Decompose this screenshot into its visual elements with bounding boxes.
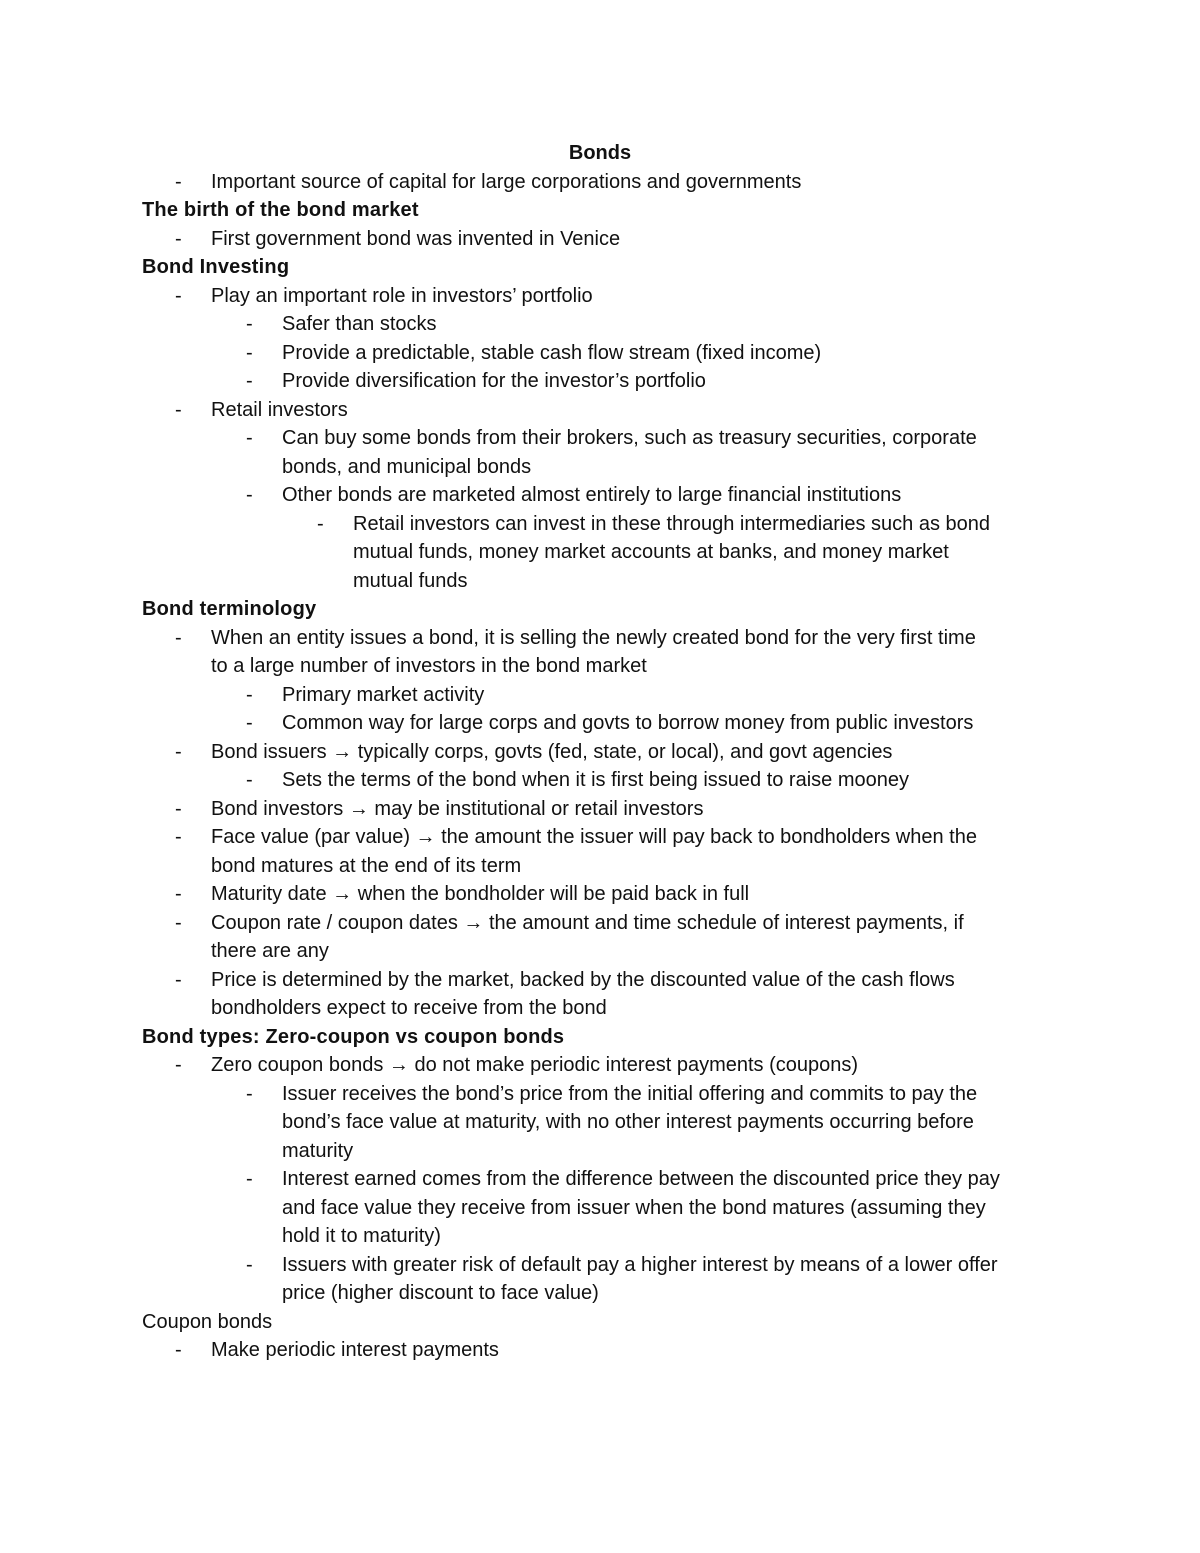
section-heading: The birth of the bond market (142, 199, 419, 221)
list-item-text (282, 481, 1062, 510)
bullet-dash: - (175, 826, 182, 848)
list-item-line: Coupon rate / coupon dates → the amount and time schedule of interest payments, if (211, 911, 964, 934)
bullet-dash: - (175, 1339, 182, 1361)
bullet-dash: - (246, 341, 253, 364)
list-item-text (282, 1165, 1062, 1251)
list-item-text (211, 168, 1051, 197)
bullet-dash: - (175, 626, 182, 649)
bullet-dash: - (175, 968, 182, 991)
list-item-text (211, 624, 1051, 681)
list-item-line: Bond investors → may be institutional or retail investors (211, 797, 704, 820)
bullet-dash: - (317, 512, 324, 535)
list-item-line: Play an important role in investors’ portfolio (211, 284, 593, 307)
bullet-dash: - (175, 284, 182, 307)
section-heading: Bond Investing (142, 256, 290, 278)
list-item-text (211, 1336, 1051, 1365)
list-item-line: Maturity date → when the bondholder will be paid back in full (211, 883, 750, 905)
bullet-dash: - (246, 683, 253, 706)
bullet-dash: - (246, 1253, 253, 1276)
list-item-line: Make periodic interest payments (211, 1339, 499, 1361)
list-item-line: to a large number of investors in the bond market (211, 655, 647, 677)
list-item-line: Retail investors can invest in these through intermediaries such as bond (353, 512, 991, 535)
plain-paragraph: Coupon bonds (142, 1310, 273, 1333)
list-item-line: Interest earned comes from the difference between the discounted price they pay (282, 1168, 1000, 1190)
section-heading: Bond terminology (142, 598, 317, 620)
list-item-line: bondholders expect to receive from the bond (211, 997, 607, 1019)
list-item-text (211, 909, 1051, 966)
list-item-line: Zero coupon bonds → do not make periodic interest payments (coupons) (211, 1054, 859, 1076)
bullet-dash: - (175, 170, 182, 193)
section-heading: Bond types: Zero-coupon vs coupon bonds (142, 1025, 565, 1048)
list-item-line: maturity (282, 1139, 354, 1162)
list-item-line: Other bonds are marketed almost entirely to large financial institutions (282, 484, 902, 506)
bullet-dash: - (246, 427, 253, 449)
list-item-line: price (higher discount to face value) (282, 1282, 599, 1304)
bullet-dash: - (246, 484, 253, 506)
list-item-text (282, 310, 1062, 339)
list-item-line: mutual funds (353, 569, 468, 592)
list-item-line: Safer than stocks (282, 313, 437, 335)
list-item-line: Primary market activity (282, 683, 485, 706)
list-item-line: Provide diversification for the investor’s portfolio (282, 370, 706, 392)
list-item-line: Issuers with greater risk of default pay a higher interest by means of a lower offer (282, 1253, 998, 1276)
list-item-text (211, 225, 1051, 254)
bullet-dash: - (246, 1082, 253, 1105)
list-item-text (282, 424, 1062, 481)
list-item-text (282, 1080, 1062, 1166)
bullet-dash: - (175, 398, 182, 421)
bullet-dash: - (246, 313, 253, 335)
list-item-line: and face value they receive from issuer when the bond matures (assuming they (282, 1196, 986, 1219)
list-item-line: Important source of capital for large corporations and governments (211, 170, 802, 193)
list-item-line: bond’s face value at maturity, with no other interest payments occurring before (282, 1111, 974, 1133)
list-item-line: Face value (par value) → the amount the issuer will pay back to bondholders when the (211, 826, 977, 848)
bullet-dash: - (246, 370, 253, 392)
list-item-line: Price is determined by the market, backed by the discounted value of the cash flows (211, 968, 955, 991)
bullet-dash: - (175, 911, 182, 934)
list-item-text (282, 766, 1062, 795)
list-item-text (282, 339, 1062, 368)
list-item-line: When an entity issues a bond, it is selling the newly created bond for the very first time (211, 626, 976, 649)
bullet-dash: - (246, 1168, 253, 1190)
list-item-line: First government bond was invented in Venice (211, 227, 621, 250)
bullet-dash: - (175, 1054, 182, 1076)
list-item-text (211, 823, 1051, 880)
list-item-line: Provide a predictable, stable cash flow stream (fixed income) (282, 341, 822, 364)
list-item-text (353, 510, 1053, 596)
list-item-line: mutual funds, money market accounts at banks, and money market (353, 541, 949, 563)
list-item-line: Retail investors (211, 398, 348, 421)
list-item-text (282, 367, 1062, 396)
list-item-text (282, 1251, 1062, 1308)
list-item-line: there are any (211, 940, 329, 962)
list-item-line: Sets the terms of the bond when it is first being issued to raise mooney (282, 769, 909, 791)
bullet-dash: - (246, 769, 253, 791)
list-item-text (282, 681, 1062, 710)
document-title: Bonds (568, 142, 632, 164)
list-item-text (211, 282, 1051, 311)
list-item-text (211, 795, 1051, 824)
list-item-line: Bond issuers → typically corps, govts (fed, state, or local), and govt agencies (211, 740, 893, 763)
bullet-dash: - (175, 883, 182, 905)
bullet-dash: - (246, 712, 253, 734)
bullet-dash: - (175, 227, 182, 250)
list-item-text (211, 880, 1051, 909)
list-item-line: bond matures at the end of its term (211, 854, 522, 877)
list-item-text (211, 966, 1051, 1023)
bullet-dash: - (175, 740, 182, 763)
list-item-text (282, 709, 1062, 738)
list-item-line: Issuer receives the bond’s price from the initial offering and commits to pay the (282, 1082, 978, 1105)
list-item-line: Can buy some bonds from their brokers, such as treasury securities, corporate (282, 427, 977, 449)
list-item-line: bonds, and municipal bonds (282, 455, 532, 478)
list-item-line: Common way for large corps and govts to borrow money from public investors (282, 712, 974, 734)
list-item-line: hold it to maturity) (282, 1225, 441, 1247)
list-item-text (211, 738, 1051, 767)
list-item-text (211, 396, 1051, 425)
bullet-dash: - (175, 797, 182, 820)
list-item-text (211, 1051, 1051, 1080)
